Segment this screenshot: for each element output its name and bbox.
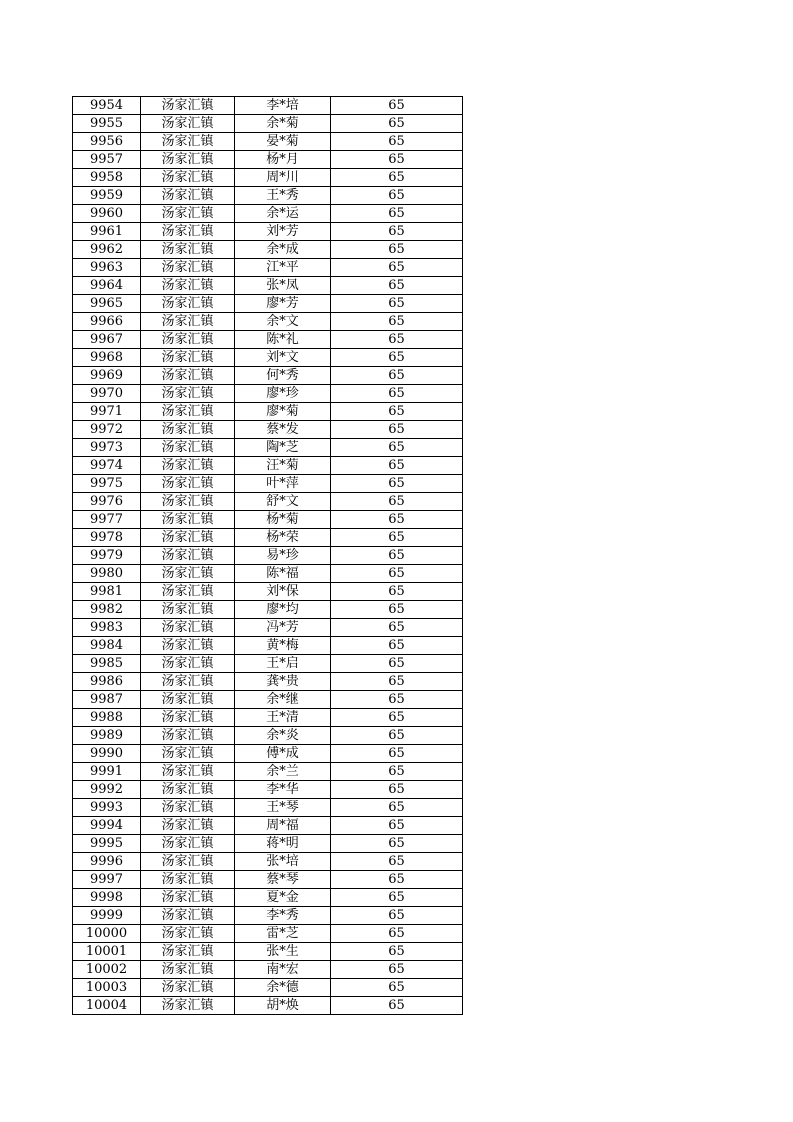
row-number-cell: 9967 (73, 331, 141, 349)
town-cell: 汤家汇镇 (141, 439, 235, 457)
name-cell: 蒋*明 (235, 835, 331, 853)
town-cell: 汤家汇镇 (141, 871, 235, 889)
name-cell: 夏*金 (235, 889, 331, 907)
row-number-cell: 9956 (73, 133, 141, 151)
town-cell: 汤家汇镇 (141, 367, 235, 385)
amount-cell: 65 (331, 799, 463, 817)
amount-cell: 65 (331, 691, 463, 709)
town-cell: 汤家汇镇 (141, 997, 235, 1015)
row-number-cell: 9983 (73, 619, 141, 637)
row-number-cell: 9986 (73, 673, 141, 691)
table-row (73, 241, 463, 259)
table-row (73, 511, 463, 529)
name-cell: 余*运 (235, 205, 331, 223)
town-cell: 汤家汇镇 (141, 475, 235, 493)
table-row (73, 385, 463, 403)
table-row (73, 367, 463, 385)
town-cell: 汤家汇镇 (141, 457, 235, 475)
row-number-cell: 9987 (73, 691, 141, 709)
row-number-cell: 9984 (73, 637, 141, 655)
amount-cell: 65 (331, 475, 463, 493)
table-row (73, 403, 463, 421)
row-number-cell: 9978 (73, 529, 141, 547)
row-number-cell: 9955 (73, 115, 141, 133)
row-number-cell: 9997 (73, 871, 141, 889)
name-cell: 陈*礼 (235, 331, 331, 349)
row-number-cell: 9961 (73, 223, 141, 241)
row-number-cell: 9981 (73, 583, 141, 601)
name-cell: 王*清 (235, 709, 331, 727)
table-row (73, 223, 463, 241)
town-cell: 汤家汇镇 (141, 709, 235, 727)
amount-cell: 65 (331, 223, 463, 241)
amount-cell: 65 (331, 673, 463, 691)
town-cell: 汤家汇镇 (141, 637, 235, 655)
row-number-cell: 9959 (73, 187, 141, 205)
amount-cell: 65 (331, 367, 463, 385)
table-row (73, 871, 463, 889)
table-row (73, 277, 463, 295)
table-row (73, 97, 463, 115)
town-cell: 汤家汇镇 (141, 727, 235, 745)
town-cell: 汤家汇镇 (141, 979, 235, 997)
name-cell: 廖*菊 (235, 403, 331, 421)
row-number-cell: 10002 (73, 961, 141, 979)
name-cell: 冯*芳 (235, 619, 331, 637)
name-cell: 王*琴 (235, 799, 331, 817)
town-cell: 汤家汇镇 (141, 259, 235, 277)
amount-cell: 65 (331, 835, 463, 853)
town-cell: 汤家汇镇 (141, 565, 235, 583)
table-row (73, 925, 463, 943)
table-row (73, 151, 463, 169)
amount-cell: 65 (331, 817, 463, 835)
table-row (73, 421, 463, 439)
table-row (73, 619, 463, 637)
row-number-cell: 9973 (73, 439, 141, 457)
table-row (73, 943, 463, 961)
table-row (73, 187, 463, 205)
town-cell: 汤家汇镇 (141, 277, 235, 295)
table-row (73, 835, 463, 853)
name-cell: 王*秀 (235, 187, 331, 205)
amount-cell: 65 (331, 313, 463, 331)
row-number-cell: 10003 (73, 979, 141, 997)
row-number-cell: 9972 (73, 421, 141, 439)
amount-cell: 65 (331, 241, 463, 259)
town-cell: 汤家汇镇 (141, 115, 235, 133)
table-row (73, 799, 463, 817)
amount-cell: 65 (331, 637, 463, 655)
amount-cell: 65 (331, 331, 463, 349)
table-row (73, 133, 463, 151)
town-cell: 汤家汇镇 (141, 151, 235, 169)
table-row (73, 259, 463, 277)
amount-cell: 65 (331, 421, 463, 439)
name-cell: 周*川 (235, 169, 331, 187)
name-cell: 余*兰 (235, 763, 331, 781)
row-number-cell: 9992 (73, 781, 141, 799)
row-number-cell: 9998 (73, 889, 141, 907)
table-row (73, 727, 463, 745)
table-row (73, 529, 463, 547)
amount-cell: 65 (331, 709, 463, 727)
table-row (73, 817, 463, 835)
name-cell: 傅*成 (235, 745, 331, 763)
town-cell: 汤家汇镇 (141, 295, 235, 313)
table-row (73, 655, 463, 673)
amount-cell: 65 (331, 349, 463, 367)
table-body (73, 97, 463, 1015)
amount-cell: 65 (331, 745, 463, 763)
row-number-cell: 9965 (73, 295, 141, 313)
row-number-cell: 9993 (73, 799, 141, 817)
town-cell: 汤家汇镇 (141, 169, 235, 187)
row-number-cell: 9988 (73, 709, 141, 727)
town-cell: 汤家汇镇 (141, 835, 235, 853)
amount-cell: 65 (331, 529, 463, 547)
name-cell: 蔡*发 (235, 421, 331, 439)
row-number-cell: 9976 (73, 493, 141, 511)
name-cell: 杨*菊 (235, 511, 331, 529)
row-number-cell: 9994 (73, 817, 141, 835)
row-number-cell: 9996 (73, 853, 141, 871)
town-cell: 汤家汇镇 (141, 943, 235, 961)
name-cell: 南*宏 (235, 961, 331, 979)
name-cell: 余*成 (235, 241, 331, 259)
town-cell: 汤家汇镇 (141, 493, 235, 511)
row-number-cell: 9954 (73, 97, 141, 115)
amount-cell: 65 (331, 115, 463, 133)
town-cell: 汤家汇镇 (141, 583, 235, 601)
town-cell: 汤家汇镇 (141, 601, 235, 619)
amount-cell: 65 (331, 547, 463, 565)
amount-cell: 65 (331, 781, 463, 799)
town-cell: 汤家汇镇 (141, 313, 235, 331)
town-cell: 汤家汇镇 (141, 745, 235, 763)
name-cell: 陈*福 (235, 565, 331, 583)
table-row (73, 565, 463, 583)
table-row (73, 745, 463, 763)
table-row (73, 115, 463, 133)
row-number-cell: 9969 (73, 367, 141, 385)
amount-cell: 65 (331, 403, 463, 421)
town-cell: 汤家汇镇 (141, 547, 235, 565)
town-cell: 汤家汇镇 (141, 529, 235, 547)
table-row (73, 691, 463, 709)
amount-cell: 65 (331, 457, 463, 475)
name-cell: 汪*菊 (235, 457, 331, 475)
name-cell: 舒*文 (235, 493, 331, 511)
amount-cell: 65 (331, 925, 463, 943)
amount-cell: 65 (331, 205, 463, 223)
amount-cell: 65 (331, 259, 463, 277)
name-cell: 廖*芳 (235, 295, 331, 313)
amount-cell: 65 (331, 151, 463, 169)
amount-cell: 65 (331, 277, 463, 295)
table-row (73, 673, 463, 691)
name-cell: 李*培 (235, 97, 331, 115)
table-row (73, 961, 463, 979)
name-cell: 王*启 (235, 655, 331, 673)
name-cell: 刘*保 (235, 583, 331, 601)
row-number-cell: 9985 (73, 655, 141, 673)
table-row (73, 781, 463, 799)
table-row (73, 439, 463, 457)
table-row (73, 493, 463, 511)
town-cell: 汤家汇镇 (141, 817, 235, 835)
table-row (73, 763, 463, 781)
data-table (72, 96, 463, 1015)
row-number-cell: 9982 (73, 601, 141, 619)
name-cell: 张*凤 (235, 277, 331, 295)
name-cell: 廖*均 (235, 601, 331, 619)
town-cell: 汤家汇镇 (141, 907, 235, 925)
amount-cell: 65 (331, 853, 463, 871)
amount-cell: 65 (331, 943, 463, 961)
town-cell: 汤家汇镇 (141, 511, 235, 529)
row-number-cell: 9974 (73, 457, 141, 475)
amount-cell: 65 (331, 295, 463, 313)
amount-cell: 65 (331, 187, 463, 205)
name-cell: 胡*焕 (235, 997, 331, 1015)
table-row (73, 997, 463, 1015)
amount-cell: 65 (331, 619, 463, 637)
name-cell: 陶*芝 (235, 439, 331, 457)
amount-cell: 65 (331, 493, 463, 511)
name-cell: 杨*荣 (235, 529, 331, 547)
row-number-cell: 10001 (73, 943, 141, 961)
amount-cell: 65 (331, 907, 463, 925)
amount-cell: 65 (331, 997, 463, 1015)
town-cell: 汤家汇镇 (141, 241, 235, 259)
town-cell: 汤家汇镇 (141, 655, 235, 673)
amount-cell: 65 (331, 655, 463, 673)
row-number-cell: 9991 (73, 763, 141, 781)
amount-cell: 65 (331, 169, 463, 187)
name-cell: 李*秀 (235, 907, 331, 925)
row-number-cell: 9957 (73, 151, 141, 169)
table-row (73, 889, 463, 907)
town-cell: 汤家汇镇 (141, 781, 235, 799)
table-row (73, 169, 463, 187)
table-row (73, 295, 463, 313)
amount-cell: 65 (331, 565, 463, 583)
amount-cell: 65 (331, 889, 463, 907)
table-row (73, 205, 463, 223)
name-cell: 余*炎 (235, 727, 331, 745)
row-number-cell: 9975 (73, 475, 141, 493)
table-row (73, 457, 463, 475)
amount-cell: 65 (331, 979, 463, 997)
name-cell: 余*文 (235, 313, 331, 331)
row-number-cell: 9970 (73, 385, 141, 403)
name-cell: 雷*芝 (235, 925, 331, 943)
table-row (73, 583, 463, 601)
name-cell: 李*华 (235, 781, 331, 799)
town-cell: 汤家汇镇 (141, 763, 235, 781)
name-cell: 易*珍 (235, 547, 331, 565)
town-cell: 汤家汇镇 (141, 421, 235, 439)
name-cell: 叶*萍 (235, 475, 331, 493)
row-number-cell: 9990 (73, 745, 141, 763)
name-cell: 杨*月 (235, 151, 331, 169)
row-number-cell: 9968 (73, 349, 141, 367)
table-row (73, 601, 463, 619)
town-cell: 汤家汇镇 (141, 853, 235, 871)
row-number-cell: 9960 (73, 205, 141, 223)
row-number-cell: 9958 (73, 169, 141, 187)
table-row (73, 331, 463, 349)
amount-cell: 65 (331, 727, 463, 745)
town-cell: 汤家汇镇 (141, 223, 235, 241)
name-cell: 黄*梅 (235, 637, 331, 655)
row-number-cell: 9964 (73, 277, 141, 295)
name-cell: 龚*贵 (235, 673, 331, 691)
name-cell: 晏*菊 (235, 133, 331, 151)
town-cell: 汤家汇镇 (141, 385, 235, 403)
row-number-cell: 9979 (73, 547, 141, 565)
amount-cell: 65 (331, 763, 463, 781)
table-row (73, 475, 463, 493)
row-number-cell: 9995 (73, 835, 141, 853)
row-number-cell: 9971 (73, 403, 141, 421)
table-row (73, 979, 463, 997)
name-cell: 张*培 (235, 853, 331, 871)
amount-cell: 65 (331, 133, 463, 151)
amount-cell: 65 (331, 871, 463, 889)
name-cell: 廖*珍 (235, 385, 331, 403)
amount-cell: 65 (331, 97, 463, 115)
town-cell: 汤家汇镇 (141, 889, 235, 907)
town-cell: 汤家汇镇 (141, 97, 235, 115)
row-number-cell: 9999 (73, 907, 141, 925)
town-cell: 汤家汇镇 (141, 403, 235, 421)
name-cell: 余*继 (235, 691, 331, 709)
amount-cell: 65 (331, 601, 463, 619)
table-row (73, 853, 463, 871)
name-cell: 余*菊 (235, 115, 331, 133)
town-cell: 汤家汇镇 (141, 925, 235, 943)
name-cell: 江*平 (235, 259, 331, 277)
amount-cell: 65 (331, 385, 463, 403)
amount-cell: 65 (331, 439, 463, 457)
row-number-cell: 9977 (73, 511, 141, 529)
table-row (73, 349, 463, 367)
row-number-cell: 9989 (73, 727, 141, 745)
town-cell: 汤家汇镇 (141, 673, 235, 691)
town-cell: 汤家汇镇 (141, 187, 235, 205)
amount-cell: 65 (331, 961, 463, 979)
name-cell: 蔡*琴 (235, 871, 331, 889)
name-cell: 余*德 (235, 979, 331, 997)
name-cell: 何*秀 (235, 367, 331, 385)
row-number-cell: 10000 (73, 925, 141, 943)
name-cell: 张*生 (235, 943, 331, 961)
table-row (73, 547, 463, 565)
table-row (73, 313, 463, 331)
row-number-cell: 9980 (73, 565, 141, 583)
town-cell: 汤家汇镇 (141, 691, 235, 709)
row-number-cell: 9966 (73, 313, 141, 331)
town-cell: 汤家汇镇 (141, 961, 235, 979)
name-cell: 周*福 (235, 817, 331, 835)
row-number-cell: 9962 (73, 241, 141, 259)
amount-cell: 65 (331, 583, 463, 601)
town-cell: 汤家汇镇 (141, 799, 235, 817)
amount-cell: 65 (331, 511, 463, 529)
town-cell: 汤家汇镇 (141, 133, 235, 151)
town-cell: 汤家汇镇 (141, 205, 235, 223)
row-number-cell: 9963 (73, 259, 141, 277)
town-cell: 汤家汇镇 (141, 349, 235, 367)
name-cell: 刘*芳 (235, 223, 331, 241)
row-number-cell: 10004 (73, 997, 141, 1015)
town-cell: 汤家汇镇 (141, 331, 235, 349)
name-cell: 刘*文 (235, 349, 331, 367)
town-cell: 汤家汇镇 (141, 619, 235, 637)
table-row (73, 637, 463, 655)
table-row (73, 709, 463, 727)
table-row (73, 907, 463, 925)
